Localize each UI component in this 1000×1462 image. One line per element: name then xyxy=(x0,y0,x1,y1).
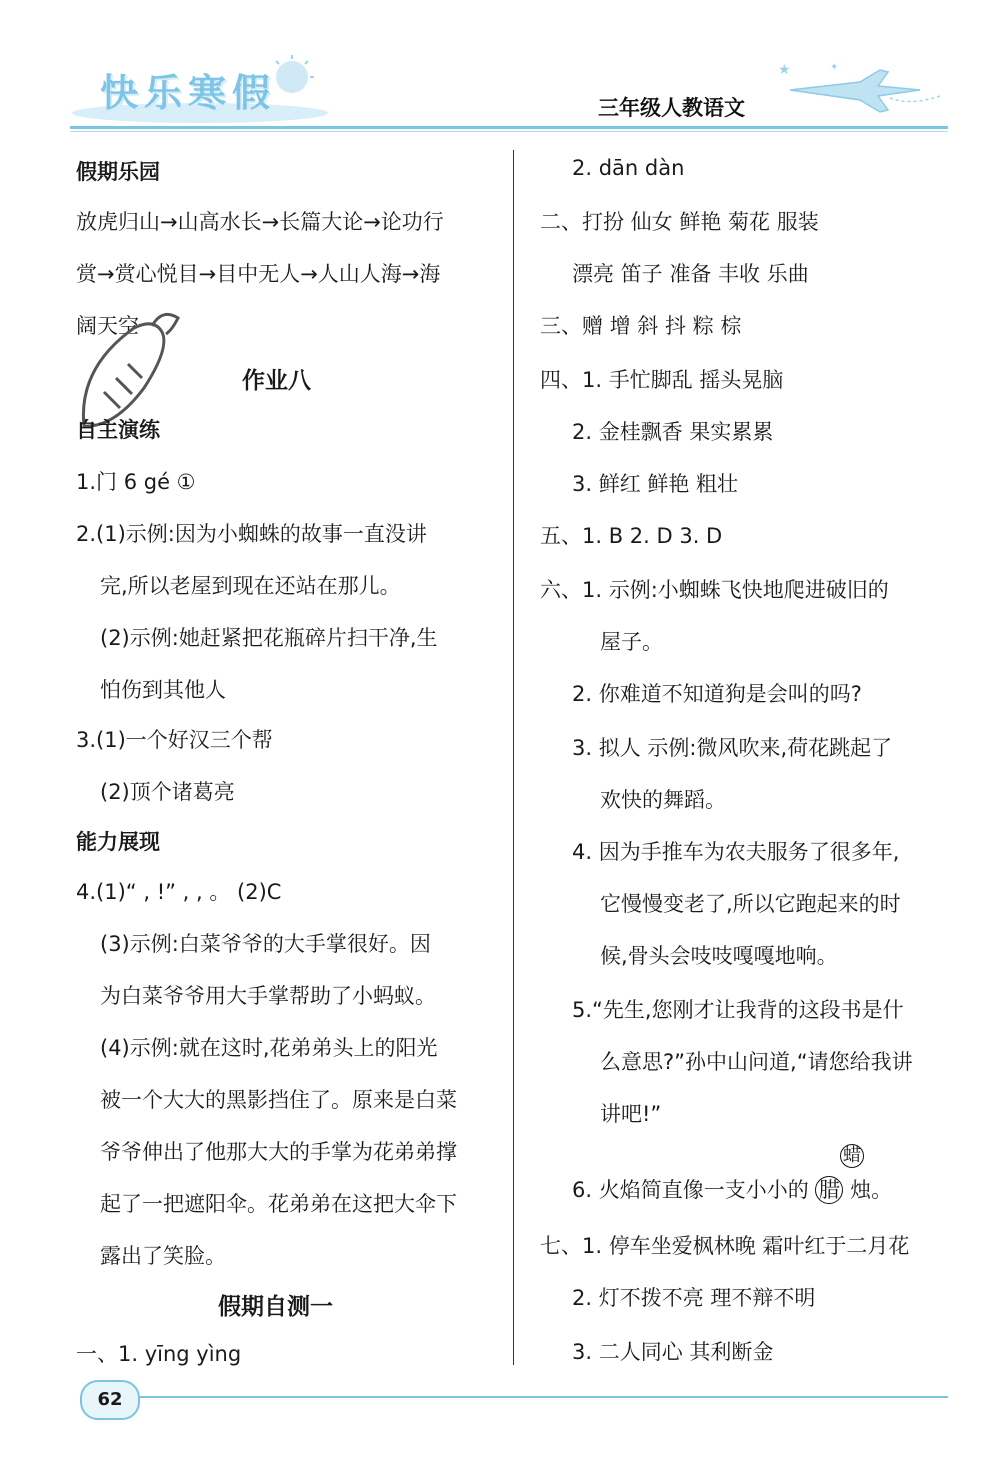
answer-line: 屋子。 xyxy=(600,630,663,654)
logo-title: 快乐寒假 xyxy=(100,71,277,115)
answer-line: 放虎归山→山高水长→长篇大论→论功行 xyxy=(76,210,444,234)
answer-line: 被一个大大的黑影挡住了。原来是白菜 xyxy=(100,1088,457,1112)
answer-line: 三、赠 增 斜 抖 粽 棕 xyxy=(540,314,742,338)
section-heading: 自主演练 xyxy=(76,418,160,442)
answer-line: 讲吧!” xyxy=(600,1102,662,1126)
answer-line: 怕伤到其他人 xyxy=(100,678,226,702)
answer-line: 2. 金桂飘香 果实累累 xyxy=(572,420,774,444)
answer-line: 漂亮 笛子 准备 丰收 乐曲 xyxy=(572,262,809,286)
test-title: 假期自测一 xyxy=(218,1294,333,1320)
answer-line: 它慢慢变老了,所以它跑起来的时 xyxy=(600,892,901,916)
assignment-title: 作业八 xyxy=(242,368,311,394)
answer-line: 3.(1)一个好汉三个帮 xyxy=(76,728,273,752)
answer-line: 露出了笑脸。 xyxy=(100,1244,226,1268)
svg-text:✦: ✦ xyxy=(830,62,839,73)
answer-text: 6. 火焰简直像一支小小的 xyxy=(572,1178,809,1202)
answer-line: 为白菜爷爷用大手掌帮助了小蚂蚁。 xyxy=(100,984,436,1008)
header-rule-thin xyxy=(70,131,948,132)
answer-line: 爷爷伸出了他那大大的手掌为花弟弟撑 xyxy=(100,1140,457,1164)
answer-line: 1.门 6 gé ① xyxy=(76,470,196,494)
airplane-icon xyxy=(770,60,950,120)
answer-line: 5.“先生,您刚才让我背的这段书是什 xyxy=(572,998,904,1022)
answer-text: 烛。 xyxy=(850,1178,893,1202)
svg-text:★: ★ xyxy=(778,62,791,78)
section-heading: 能力展现 xyxy=(76,830,160,854)
answer-line: 3. 二人同心 其利断金 xyxy=(572,1340,774,1364)
answer-line: 3. 鲜红 鲜艳 粗壮 xyxy=(572,472,739,496)
answer-line: 么意思?”孙中山问道,“请您给我讲 xyxy=(600,1050,913,1074)
answer-line: 4. 因为手推车为农夫服务了很多年, xyxy=(572,840,900,864)
answer-line: 欢快的舞蹈。 xyxy=(600,788,726,812)
column-divider xyxy=(513,150,514,1365)
book-subtitle: 三年级人教语文 xyxy=(598,96,745,120)
answer-line: 候,骨头会吱吱嘎嘎地响。 xyxy=(600,944,838,968)
answer-line: 七、1. 停车坐爱枫林晚 霜叶红于二月花 xyxy=(540,1234,910,1258)
answer-line xyxy=(572,1174,892,1204)
answer-line: (2)顶个诸葛亮 xyxy=(100,780,235,804)
section-heading: 假期乐园 xyxy=(76,160,160,184)
answer-line: 四、1. 手忙脚乱 摇头晃脑 xyxy=(540,368,784,392)
answer-line: 一、1. yīng yìng xyxy=(76,1342,242,1366)
page-header xyxy=(0,0,1000,140)
answer-line: 2. 你难道不知道狗是会叫的吗? xyxy=(572,682,862,706)
answer-line: 4.(1)“ , !” , , 。 (2)C xyxy=(76,880,282,904)
answer-line: (2)示例:她赶紧把花瓶碎片扫干净,生 xyxy=(100,626,438,650)
answer-line: 起了一把遮阳伞。花弟弟在这把大伞下 xyxy=(100,1192,457,1216)
answer-line: 2. dān dàn xyxy=(572,156,685,180)
answer-line: 赏→赏心悦目→目中无人→人山人海→海 xyxy=(76,262,441,286)
correction-mark: 蜡 xyxy=(840,1144,864,1168)
answer-line: 2.(1)示例:因为小蜘蛛的故事一直没讲 xyxy=(76,522,427,546)
correction-char xyxy=(840,1144,864,1168)
answer-line: 二、打扮 仙女 鲜艳 菊花 服装 xyxy=(540,210,819,234)
answer-line: 五、1. B 2. D 3. D xyxy=(540,524,723,548)
answer-line: (4)示例:就在这时,花弟弟头上的阳光 xyxy=(100,1036,438,1060)
footer-rule xyxy=(140,1396,948,1398)
answer-line: 2. 灯不拨不亮 理不辩不明 xyxy=(572,1286,816,1310)
answer-line: 阔天空 xyxy=(76,314,139,338)
answer-line: 完,所以老屋到现在还站在那儿。 xyxy=(100,574,401,598)
answer-line: 3. 拟人 示例:微风吹来,荷花跳起了 xyxy=(572,736,893,760)
corrected-char: 腊 xyxy=(815,1176,843,1204)
answer-line: 六、1. 示例:小蜘蛛飞快地爬进破旧的 xyxy=(540,578,889,602)
answer-line: (3)示例:白菜爷爷的大手掌很好。因 xyxy=(100,932,431,956)
header-rule xyxy=(70,126,948,129)
page-number: 62 xyxy=(80,1380,140,1420)
